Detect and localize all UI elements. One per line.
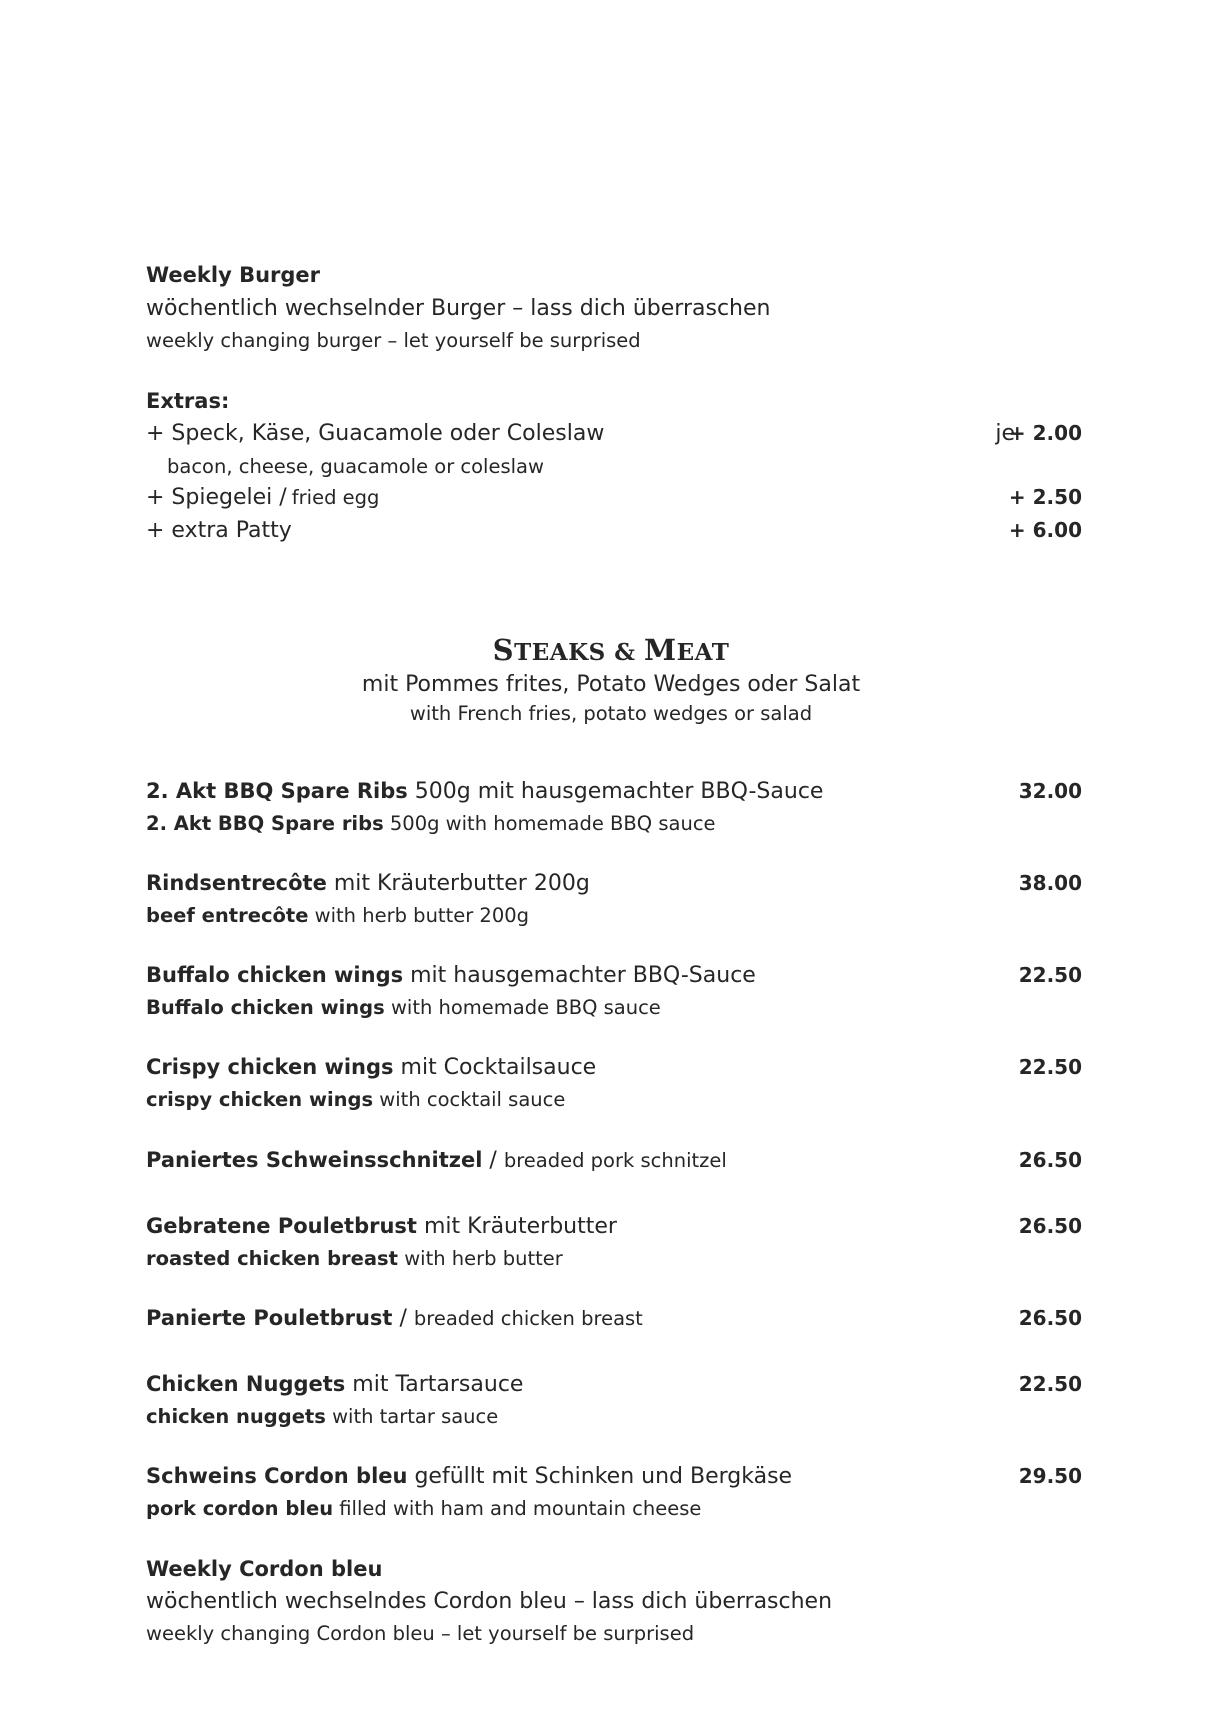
menu-item-desc-de: mit hausgemachter BBQ-Sauce — [403, 963, 756, 988]
menu-item-price: 26.50 — [1018, 1148, 1082, 1172]
weekly-burger-title: Weekly Burger — [146, 263, 321, 287]
menu-item-name-de: Schweins Cordon bleu — [146, 1464, 408, 1488]
menu-item-desc-de: mit Kräuterbutter 200g — [326, 871, 590, 896]
menu-item-name-en: pork cordon bleu — [146, 1497, 334, 1520]
menu-item-line-en — [146, 1247, 563, 1270]
section-subtitle-en: with French fries, potato wedges or salad — [409, 702, 813, 725]
weekly-cordon-desc-en: weekly changing Cordon bleu – let yourself be surprised — [146, 1622, 695, 1645]
extra-item-price: + 6.00 — [1008, 518, 1082, 542]
menu-item-line-en — [146, 1405, 498, 1428]
menu-item-desc-de: gefüllt mit Schinken und Bergkäse — [407, 1464, 793, 1489]
menu-item-line-en — [146, 1497, 701, 1520]
menu-item-name-en: crispy chicken wings — [146, 1088, 374, 1111]
extra-item-en: fried egg — [291, 486, 380, 509]
menu-item-name-de: Gebratene Pouletbrust — [146, 1214, 417, 1238]
menu-item-sep: / — [482, 1148, 504, 1173]
menu-item-name-de: Panierte Pouletbrust — [146, 1306, 393, 1330]
section-subtitle-de: mit Pommes frites, Potato Wedges oder Salat — [361, 672, 861, 697]
menu-item-desc-de: mit Tartarsauce — [345, 1372, 524, 1397]
menu-item-line-de — [146, 1055, 596, 1080]
menu-item-name-en: 2. Akt BBQ Spare ribs — [146, 812, 384, 835]
section-title — [0, 633, 1222, 667]
extra-item-en: bacon, cheese, guacamole or coleslaw — [167, 455, 544, 478]
menu-item-name-de: Paniertes Schweinsschnitzel — [146, 1148, 483, 1172]
menu-item-desc-en: breaded chicken breast — [413, 1307, 643, 1330]
menu-item-desc-en: with herb butter 200g — [308, 904, 530, 927]
menu-item-desc-de: 500g mit hausgemachter BBQ-Sauce — [407, 779, 824, 804]
menu-item-price: 22.50 — [1018, 963, 1082, 987]
menu-item-name-de: Chicken Nuggets — [146, 1372, 346, 1396]
menu-item-price: 29.50 — [1018, 1464, 1082, 1488]
menu-item-line-de — [146, 779, 823, 804]
extra-item-de: + Speck, Käse, Guacamole oder Coleslaw — [146, 421, 605, 446]
menu-item-desc-de: mit Cocktailsauce — [393, 1055, 597, 1080]
menu-item-line-en — [146, 996, 661, 1019]
extra-item-prefix: je — [995, 421, 1015, 446]
weekly-cordon-title: Weekly Cordon bleu — [146, 1557, 383, 1581]
menu-item-line-de — [146, 871, 590, 896]
extra-item-de: + Spiegelei / — [146, 485, 287, 510]
menu-item-price: 26.50 — [1018, 1214, 1082, 1238]
menu-item-desc-en: filled with ham and mountain cheese — [333, 1497, 702, 1520]
menu-item-sep: / — [392, 1306, 414, 1331]
menu-item-desc-de: mit Kräuterbutter — [416, 1214, 617, 1239]
menu-item-price: 22.50 — [1018, 1372, 1082, 1396]
section-title-rest: TEAKS & — [514, 639, 644, 666]
section-title-eat: EAT — [676, 639, 730, 666]
menu-item-line-de — [146, 1306, 643, 1331]
weekly-cordon-desc-de: wöchentlich wechselndes Cordon bleu – lass dich überraschen — [146, 1589, 833, 1614]
menu-item-line-de — [146, 963, 756, 988]
menu-item-line-en — [146, 904, 529, 927]
menu-item-name-en: beef entrecôte — [146, 904, 309, 927]
menu-item-desc-en: breaded pork schnitzel — [503, 1149, 727, 1172]
menu-item-name-en: roasted chicken breast — [146, 1247, 398, 1270]
extra-item-price: + 2.00 — [1008, 421, 1082, 445]
menu-item-line-en — [146, 812, 716, 835]
menu-item-price: 22.50 — [1018, 1055, 1082, 1079]
menu-item-desc-en: with tartar sauce — [325, 1405, 499, 1428]
menu-item-name-de: 2. Akt BBQ Spare Ribs — [146, 779, 408, 803]
menu-item-name-en: chicken nuggets — [146, 1405, 326, 1428]
menu-item-name-de: Rindsentrecôte — [146, 871, 327, 895]
menu-item-desc-en: with herb butter — [398, 1247, 563, 1270]
menu-item-price: 38.00 — [1018, 871, 1082, 895]
extra-item-de: + extra Patty — [146, 518, 292, 543]
extra-item-price: + 2.50 — [1008, 485, 1082, 509]
weekly-burger-desc-de: wöchentlich wechselnder Burger – lass dich überraschen — [146, 296, 771, 321]
section-title-m: M — [643, 633, 677, 667]
menu-item-name-en: Buffalo chicken wings — [146, 996, 385, 1019]
menu-item-line-de — [146, 1214, 617, 1239]
menu-item-line-en — [146, 1088, 565, 1111]
menu-item-line-de — [146, 1372, 523, 1397]
menu-item-line-de — [146, 1464, 792, 1489]
menu-item-name-de: Buffalo chicken wings — [146, 963, 404, 987]
weekly-burger-desc-en: weekly changing burger – let yourself be surprised — [146, 329, 641, 352]
menu-item-desc-en: with cocktail sauce — [373, 1088, 566, 1111]
menu-item-price: 26.50 — [1018, 1306, 1082, 1330]
menu-item-price: 32.00 — [1018, 779, 1082, 803]
menu-item-desc-en: with homemade BBQ sauce — [384, 996, 661, 1019]
extra-item — [146, 485, 379, 510]
section-title-s: S — [492, 633, 515, 667]
menu-item-desc-en: 500g with homemade BBQ sauce — [383, 812, 716, 835]
extras-title: Extras: — [146, 389, 230, 413]
menu-item-line-de — [146, 1148, 727, 1173]
menu-item-name-de: Crispy chicken wings — [146, 1055, 394, 1079]
